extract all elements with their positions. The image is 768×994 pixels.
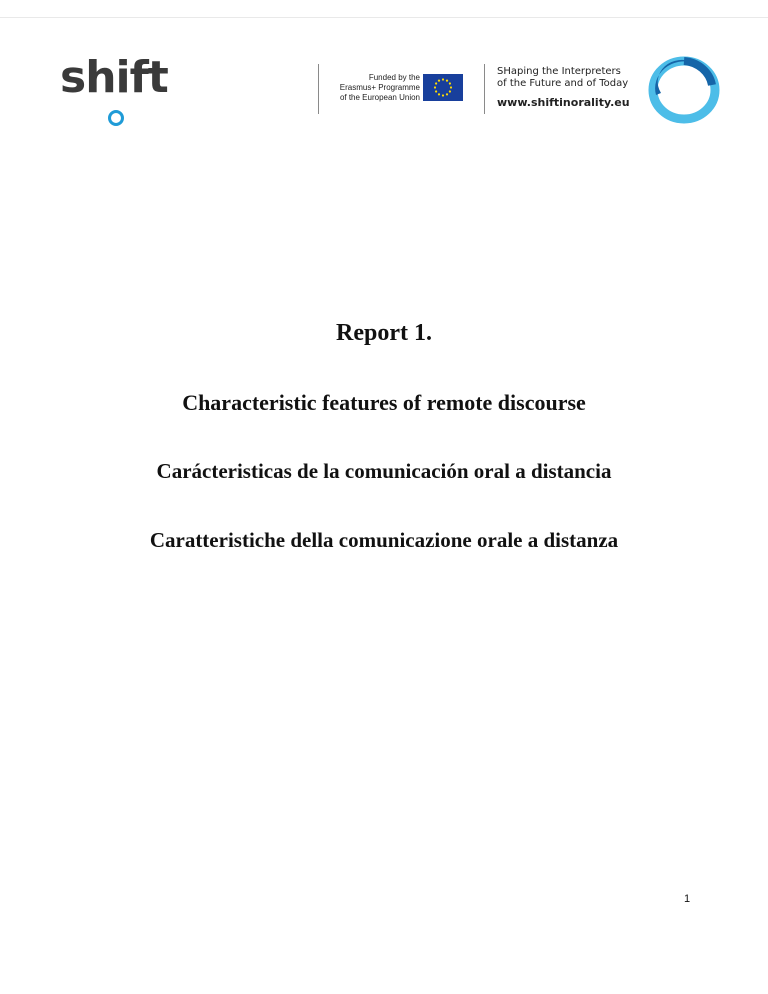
header-divider-right [484,64,485,114]
erasmus-line-3: of the European Union [339,93,420,102]
project-title [497,66,647,90]
project-title-line-2: of the Future and of Today [497,78,629,89]
title-english: Characteristic features of remote discourse [182,390,586,415]
title-spanish: Carácteristicas de la comunicación oral a distancia [156,459,612,483]
eu-flag-icon [423,74,463,101]
header-divider-left [318,64,319,114]
page-number: 1 [684,893,691,905]
erasmus-line-2: Erasmus+ Programme [339,83,420,92]
shift-ring-logo-icon [646,55,722,125]
title-italian: Caratteristiche della comunicazione orale a distanza [149,528,619,552]
erasmus-line-1: Funded by the [368,73,420,82]
page-top-border [0,17,768,18]
shift-logo-ring-icon [108,110,124,126]
project-title-line-1: SHaping the Interpreters [497,66,621,77]
shift-logo-text: shift [60,52,168,103]
shift-logo [60,52,168,132]
erasmus-funding-text [326,73,420,103]
report-title: Report 1. [336,320,432,346]
project-url: www.shiftinorality.eu [497,96,630,109]
eu-stars-icon [423,74,463,101]
